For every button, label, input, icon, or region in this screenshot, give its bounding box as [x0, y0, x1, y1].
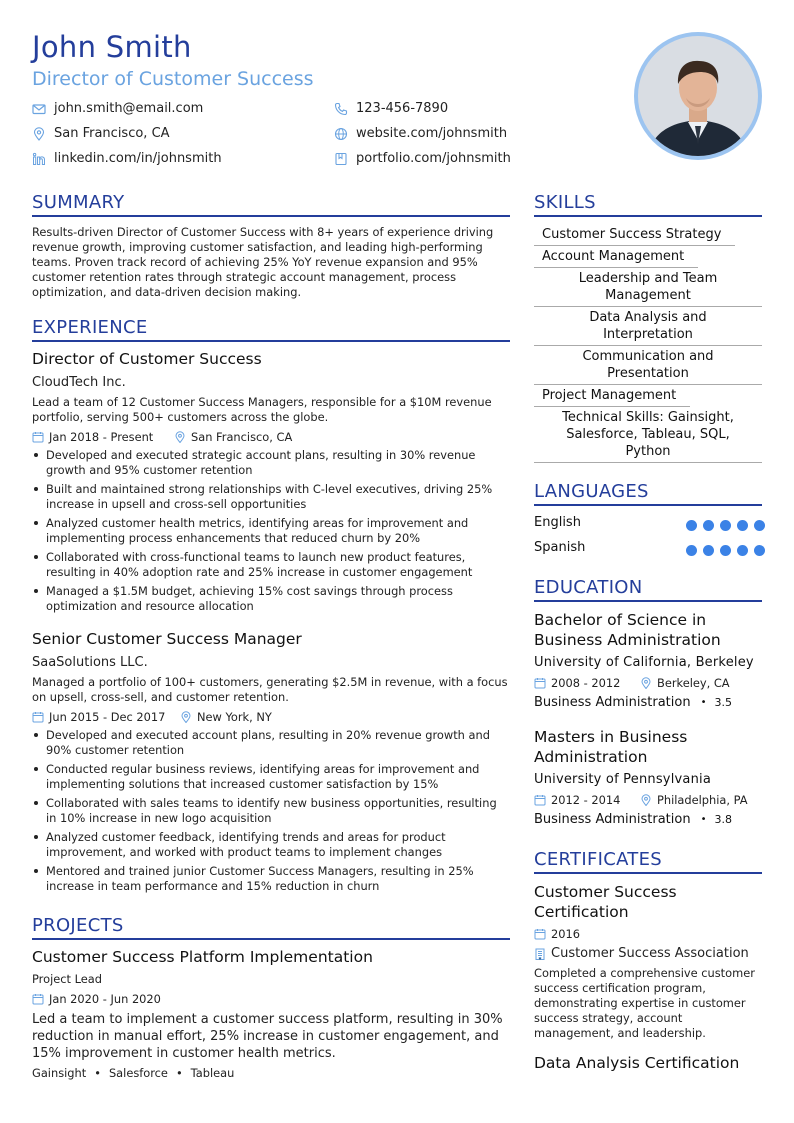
proficiency-dot [703, 520, 714, 531]
location-pin-icon [174, 431, 186, 443]
school-name: University of California, Berkeley [534, 655, 754, 670]
language-level [686, 545, 765, 556]
list-item: Collaborated with sales teams to identify new business opportunities, resulting in 10% increase in new logo acquisition [32, 796, 510, 826]
job-description: Managed a portfolio of 100+ customers, generating $2.5M in revenue, with a focus on upsell, cross-sell, and customer retention. [32, 675, 508, 704]
calendar-icon [32, 711, 44, 723]
person-portrait-icon [638, 36, 758, 156]
calendar-icon [32, 431, 44, 443]
proficiency-dot [720, 520, 731, 531]
contact-location [32, 126, 170, 141]
job-bullets [32, 728, 510, 898]
skills-divider [534, 215, 762, 217]
profile-photo [634, 32, 762, 160]
skill-item: Communication and Presentation [534, 348, 762, 385]
calendar-icon [32, 993, 44, 1005]
contact-portfolio[interactable] [334, 151, 511, 166]
candidate-name: John Smith [32, 30, 192, 64]
project-tag: Gainsight [32, 1066, 87, 1080]
job-dates: Jun 2015 - Dec 2017 [32, 710, 165, 724]
school-name: University of Pennsylvania [534, 772, 711, 787]
skills-heading: SKILLS [534, 192, 596, 213]
job-company: SaaSolutions LLC. [32, 655, 148, 670]
education-field: Business Administration • 3.5 [534, 695, 732, 710]
proficiency-dot [686, 545, 697, 556]
calendar-icon [534, 677, 546, 689]
summary-heading: SUMMARY [32, 192, 125, 213]
proficiency-dot [754, 520, 765, 531]
proficiency-dot [703, 545, 714, 556]
portfolio-text: portfolio.com/johnsmith [356, 151, 511, 166]
email-text: john.smith@email.com [54, 101, 204, 116]
website-text: website.com/johnsmith [356, 126, 508, 141]
certificate-title: Customer Success Certification [534, 883, 677, 921]
education-location: Philadelphia, PA [640, 793, 748, 807]
degree-title: Bachelor of Science in Business Administration [534, 611, 721, 649]
email-icon [32, 102, 46, 116]
job-description: Lead a team of 12 Customer Success Managers, responsible for a $10M revenue portfolio, serving 500+ customers across the globe. [32, 395, 492, 424]
list-item: Analyzed customer feedback, identifying trends and areas for product improvement, and worked with product teams to implement changes [32, 830, 510, 860]
building-icon [534, 948, 546, 960]
experience-divider [32, 340, 510, 342]
contact-linkedin[interactable] [32, 151, 222, 166]
job-location: New York, NY [180, 710, 272, 724]
contact-email[interactable] [32, 101, 203, 116]
projects-divider [32, 938, 510, 940]
certificate-description: Completed a comprehensive customer success certification program, demonstrating expertise in customer success strategy, account management, and leadership. [534, 966, 755, 1040]
education-dates: 2012 - 2014 [534, 793, 620, 807]
education-location: Berkeley, CA [640, 676, 730, 690]
location-pin-icon [180, 711, 192, 723]
linkedin-text: linkedin.com/in/johnsmith [54, 151, 222, 166]
proficiency-dot [737, 545, 748, 556]
skill-item: Leadership and Team Management [534, 270, 762, 307]
experience-heading: EXPERIENCE [32, 317, 148, 338]
list-item: Analyzed customer health metrics, identifying areas for improvement and implementing process enhancements that reduced churn by 20% [32, 516, 510, 546]
certificate-year: 2016 [534, 927, 580, 941]
list-item: Mentored and trained junior Customer Success Managers, resulting in 25% increase in team performance and 15% reduction in churn [32, 864, 510, 894]
proficiency-dot [686, 520, 697, 531]
project-role: Project Lead [32, 972, 102, 986]
linkedin-icon [32, 152, 46, 166]
location-text: San Francisco, CA [54, 126, 170, 141]
project-tags: Gainsight • Salesforce • Tableau [32, 1066, 235, 1080]
skill-item: Technical Skills: Gainsight, Salesforce, Tableau, SQL, Python [534, 409, 762, 463]
job-dates: Jan 2018 - Present [32, 430, 153, 444]
portfolio-icon [334, 152, 348, 166]
skill-item: Account Management [534, 248, 698, 268]
project-dates: Jan 2020 - Jun 2020 [32, 992, 161, 1006]
project-tag: Tableau [190, 1066, 235, 1080]
list-item: Developed and executed account plans, resulting in 20% revenue growth and 90% customer retention [32, 728, 510, 758]
proficiency-dot [720, 545, 731, 556]
languages-heading: LANGUAGES [534, 481, 649, 502]
job-company: CloudTech Inc. [32, 375, 126, 390]
list-item: Developed and executed strategic account plans, resulting in 30% revenue growth and 95% customer retention [32, 448, 510, 478]
calendar-icon [534, 794, 546, 806]
certificate-title: Data Analysis Certification [534, 1054, 740, 1072]
calendar-icon [534, 928, 546, 940]
languages-divider [534, 504, 762, 506]
job-bullets [32, 448, 510, 618]
globe-icon [334, 127, 348, 141]
location-pin-icon [640, 794, 652, 806]
phone-icon [334, 102, 348, 116]
language-level [686, 520, 765, 531]
certificate-issuer: Customer Success Association [534, 946, 749, 961]
skill-item: Customer Success Strategy [534, 226, 735, 246]
list-item: Built and maintained strong relationships with C-level executives, driving 25% increase in upsell and cross-sell opportunities [32, 482, 510, 512]
language-name: Spanish [534, 540, 586, 555]
list-item: Conducted regular business reviews, identifying areas for improvement and implementing solutions that increased customer satisfaction by 15% [32, 762, 510, 792]
education-dates: 2008 - 2012 [534, 676, 620, 690]
phone-text: 123-456-7890 [356, 101, 449, 116]
job-title: Senior Customer Success Manager [32, 630, 302, 648]
project-title: Customer Success Platform Implementation [32, 948, 373, 966]
degree-title: Masters in Business Administration [534, 728, 688, 766]
proficiency-dot [737, 520, 748, 531]
certificates-heading: CERTIFICATES [534, 849, 662, 870]
summary-text: Results-driven Director of Customer Success with 8+ years of experience driving revenue growth, improving customer satisfaction, and leading high-performing teams. Proven track record of achieving 25% YoY revenue expansion and 95% customer retention rates through strategic account management, process optimization, and data-driven decision making. [32, 225, 494, 299]
language-name: English [534, 515, 581, 530]
location-pin-icon [32, 127, 46, 141]
proficiency-dot [754, 545, 765, 556]
education-field: Business Administration • 3.8 [534, 812, 732, 827]
project-description: Led a team to implement a customer success platform, resulting in 30% reduction in manual effort, 25% increase in customer engagement, and 15% improvement in customer health metrics. [32, 1012, 503, 1061]
candidate-title: Director of Customer Success [32, 68, 314, 90]
job-title: Director of Customer Success [32, 350, 262, 368]
skill-item: Project Management [534, 387, 690, 407]
job-location: San Francisco, CA [174, 430, 292, 444]
certificates-divider [534, 872, 762, 874]
list-item: Managed a $1.5M budget, achieving 15% cost savings through process optimization and resource allocation [32, 584, 510, 614]
project-tag: Salesforce [108, 1066, 168, 1080]
gpa-value: 3.8 [714, 813, 732, 826]
education-divider [534, 600, 762, 602]
projects-heading: PROJECTS [32, 915, 124, 936]
summary-divider [32, 215, 510, 217]
contact-website[interactable] [334, 126, 507, 141]
location-pin-icon [640, 677, 652, 689]
list-item: Collaborated with cross-functional teams to launch new product features, resulting in 40% adoption rate and 25% increase in customer engagement [32, 550, 510, 580]
education-heading: EDUCATION [534, 577, 643, 598]
contact-phone[interactable] [334, 101, 448, 116]
skill-item: Data Analysis and Interpretation [534, 309, 762, 346]
gpa-value: 3.5 [714, 696, 732, 709]
